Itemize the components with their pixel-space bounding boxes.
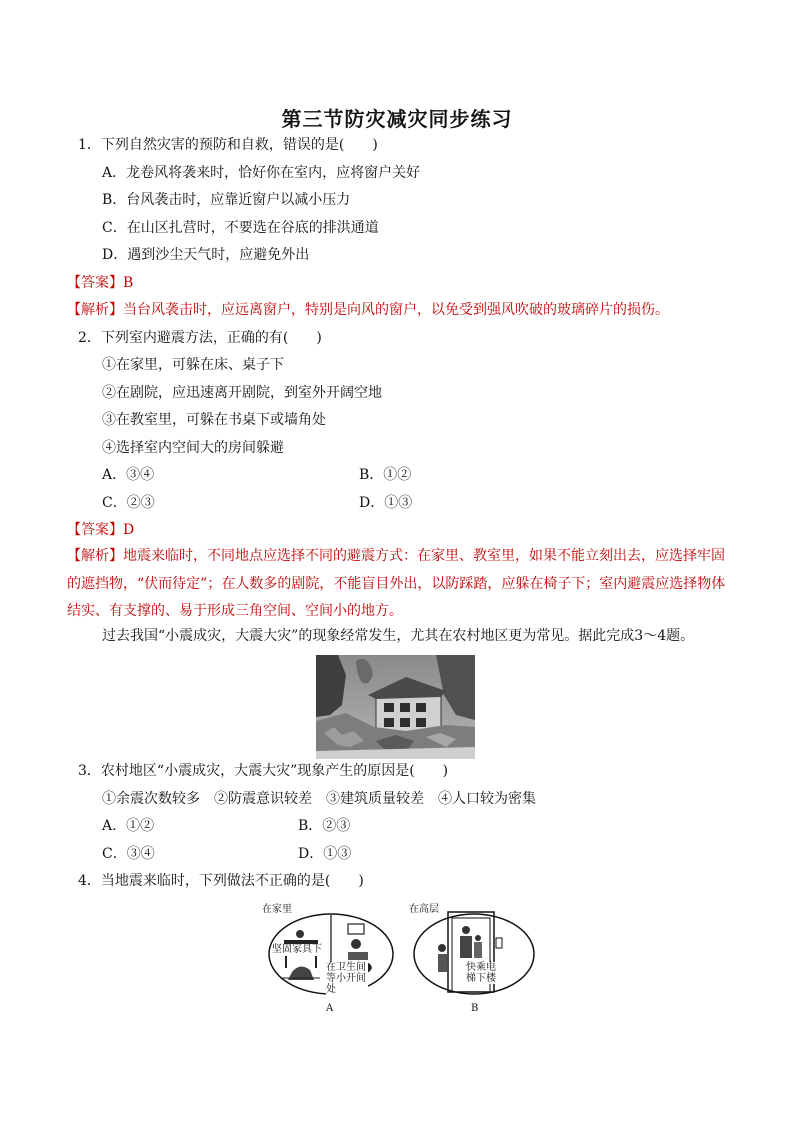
- q2-item-1: ①在家里，可躲在床、桌子下: [102, 357, 284, 373]
- q2-stem: 2．下列室内避震方法，正确的有( ): [78, 330, 322, 346]
- figure-b-letter: B: [471, 1003, 479, 1014]
- figure-a-letter: A: [326, 1003, 334, 1014]
- q1-option-b: B．台风袭击时，应靠近窗户以减小压力: [102, 192, 351, 208]
- q4-stem: 4．当地震来临时，下列做法不正确的是( ): [78, 873, 364, 889]
- q2-option-d: D．①③: [359, 495, 413, 511]
- q1-option-c: C．在山区扎营时，不要选在谷底的排洪通道: [102, 220, 379, 236]
- q3-option-c: C．③④: [102, 846, 155, 862]
- q3-4-intro: 过去我国“小震成灾，大震大灾”的现象经常发生，尤其在农村地区更为常见。据此完成3～4题。: [102, 628, 695, 644]
- q1-option-a: A．龙卷风将袭来时，恰好你在室内，应将窗户关好: [102, 165, 421, 181]
- q1-analysis-label: 【解析】: [67, 302, 123, 318]
- q3-stem: 3．农村地区“小震成灾，大震大灾”现象产生的原因是( ): [78, 763, 449, 779]
- figure-b-label: 快乘电梯下楼: [466, 962, 496, 984]
- q1-analysis-text: 当台风袭击时，应远离窗户，特别是向风的窗户，以免受到强风吹破的玻璃碎片的损伤。: [123, 302, 669, 318]
- q2-analysis: [67, 543, 727, 626]
- figure-a-left-label: 坚固家具下: [272, 944, 328, 956]
- page-title: 第三节防灾减灾同步练习: [281, 107, 513, 131]
- q3-option-a: A．①②: [102, 818, 155, 834]
- q1-analysis: [67, 300, 669, 320]
- q2-option-a: A．③④: [102, 467, 155, 483]
- q2-item-4: ④选择室内空间大的房间躲避: [102, 440, 284, 456]
- q1-option-d: D．遇到沙尘天气时，应避免外出: [102, 247, 310, 263]
- q3-items: ①余震次数较多 ②防震意识较差 ③建筑质量较差 ④人口较为密集: [102, 791, 536, 807]
- figure-a-right-label: 在卫生间等小开间处: [326, 962, 366, 995]
- q2-item-3: ③在教室里，可躲在书桌下或墙角处: [102, 412, 326, 428]
- q2-option-b: B．①②: [359, 467, 412, 483]
- q3-option-d: D．①③: [298, 846, 352, 862]
- q2-answer: [67, 520, 134, 540]
- q1-answer-label: 【答案】: [67, 275, 123, 291]
- q1-answer: [67, 273, 133, 293]
- q2-answer-value: D: [123, 522, 135, 538]
- figure-b-caption: 在高层: [409, 904, 439, 915]
- q3-option-b: B．②③: [298, 818, 351, 834]
- q1-stem: 1．下列自然灾害的预防和自救，错误的是( ): [78, 137, 378, 153]
- q2-answer-label: 【答案】: [67, 522, 123, 538]
- collapsed-building-photo: [316, 655, 475, 759]
- figure-a-caption: 在家里: [262, 904, 292, 915]
- q1-answer-value: B: [123, 275, 134, 291]
- q2-analysis-text: 地震来临时，不同地点应选择不同的避震方式：在家里、教室里，如果不能立刻出去，应选择牢固的遮挡物，“伏而待定”；在人数多的剧院，不能盲目外出，以防踩踏，应躲在椅子下；室内避震应选择物体结实、有支撑的、易于形成三角空间、空间小的地方。: [67, 548, 726, 619]
- q2-item-2: ②在剧院，应迅速离开剧院，到室外开阔空地: [102, 385, 382, 401]
- q2-analysis-label: 【解析】: [67, 548, 123, 564]
- q2-option-c: C．②③: [102, 495, 155, 511]
